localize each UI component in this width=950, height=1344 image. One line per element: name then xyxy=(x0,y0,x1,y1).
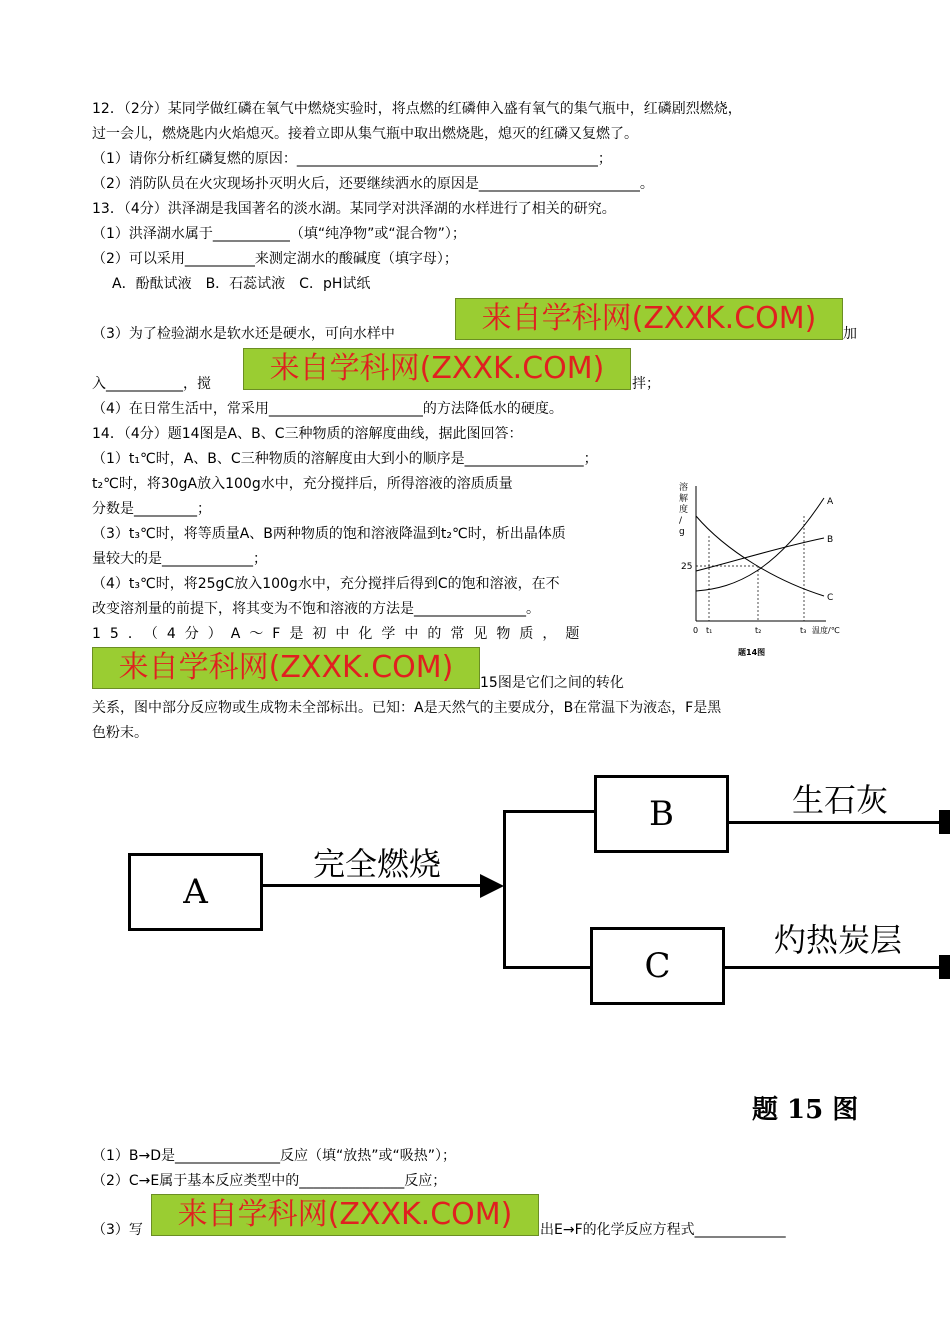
branch-vertical xyxy=(503,810,506,968)
q15-part3-start: （3）写 xyxy=(92,1222,143,1238)
q14-part2b: 分数是_________； xyxy=(92,501,211,517)
node-c-box xyxy=(590,927,725,1005)
q14-part3b: 量较大的是_____________； xyxy=(92,551,267,567)
arrow-c-head xyxy=(939,955,950,979)
q14-part2a: t₂℃时，将30gA放入100g水中，充分搅拌后，所得溶液的溶质质量 xyxy=(92,476,513,492)
curve-c xyxy=(696,516,824,596)
curve-b xyxy=(696,538,824,571)
node-a-box xyxy=(128,853,263,931)
watermark-banner: 来自学科网(ZXXK.COM) xyxy=(243,348,631,390)
q14-part1: （1）t₁℃时，A、B、C三种物质的溶解度由大到小的顺序是_________________； xyxy=(92,451,598,467)
arrow-c-shaft xyxy=(725,966,939,969)
q12-part2: （2）消防队员在火灾现场扑灭明火后，还要继续洒水的原因是_______________________。 xyxy=(92,176,654,192)
q15-stem3: 色粉末。 xyxy=(92,725,148,741)
x-tick-label: t₁ xyxy=(706,626,713,635)
q14-part3a: （3）t₃℃时，将等质量A、B两种物质的饱和溶液降温到t₂℃时，析出晶体质 xyxy=(92,526,566,542)
q13-part2: （2）可以采用__________来测定湖水的酸碱度（填字母）； xyxy=(92,251,458,267)
q13-part3b-end: 拌； xyxy=(632,376,660,392)
node-b-label: B xyxy=(649,794,674,834)
chart-ylabel-char: 度 xyxy=(679,505,689,515)
x-tick-label: t₂ xyxy=(755,626,762,635)
chart-ylabel-char: 解 xyxy=(679,494,689,504)
arrow-main-head xyxy=(480,874,504,898)
q15-part3-end: 出E→F的化学反应方程式_____________ xyxy=(540,1222,786,1238)
q14-stem: 14．（4分）题14图是A、B、C三种物质的溶解度曲线，据此图回答： xyxy=(92,426,523,442)
watermark-banner: 来自学科网(ZXXK.COM) xyxy=(455,298,843,340)
y-tick-label: 25 xyxy=(681,562,693,572)
solubility-chart xyxy=(676,476,856,662)
q13-options: A．酚酞试液 B．石蕊试液 C．pH试纸 xyxy=(112,276,371,292)
edge-main-label: 完全燃烧 xyxy=(313,845,442,883)
q14-part4b: 改变溶剂量的前提下，将其变为不饱和溶液的方法是________________。 xyxy=(92,601,540,617)
series-label-c: C xyxy=(827,593,834,603)
chart-ylabel-char: 溶 xyxy=(679,483,689,493)
q13-part1: （1）洪泽湖水属于___________（填“纯净物”或“混合物”）； xyxy=(92,226,466,242)
node-b-box xyxy=(594,775,729,853)
arrow-b-head xyxy=(939,810,950,834)
chart-ylabel xyxy=(679,481,688,537)
q15-stem2: 关系，图中部分反应物或生成物未全部标出。已知：A是天然气的主要成分，B在常温下为液态，F是黑 xyxy=(92,700,722,716)
edge-c-label: 灼热炭层 xyxy=(774,921,903,959)
curve-a xyxy=(696,498,824,591)
watermark-banner: 来自学科网(ZXXK.COM) xyxy=(92,647,480,689)
chart-xlabel: 温度/℃ xyxy=(812,626,840,635)
chart-caption: 题14图 xyxy=(738,648,766,657)
chart-ylabel-char: g xyxy=(679,527,685,537)
q13-part3b-start: 入___________，搅 xyxy=(92,376,211,392)
chart-ylabel-char: / xyxy=(679,516,683,526)
x-tick-label: t₃ xyxy=(800,626,807,635)
branch-to-c xyxy=(503,966,591,969)
node-a-label: A xyxy=(183,872,208,912)
edge-b-label: 生石灰 xyxy=(792,781,889,819)
diagram-caption: 题 15 图 xyxy=(752,1095,859,1125)
q12-stem: 12．（2分）某同学做红磷在氧气中燃烧实验时，将点燃的红磷伸入盛有氧气的集气瓶中，红磷剧烈燃烧， xyxy=(92,101,742,117)
q14-part4a: （4）t₃℃时，将25gC放入100g水中，充分搅拌后得到C的饱和溶液，在不 xyxy=(92,576,560,592)
q12-part1: （1）请你分析红磷复燃的原因：___________________________________________； xyxy=(92,151,612,167)
q13-part3-start: （3）为了检验湖水是软水还是硬水，可向水样中 xyxy=(92,326,395,342)
q15-stem xyxy=(92,625,662,643)
q13-stem: 13．（4分）洪泽湖是我国著名的淡水湖。某同学对洪泽湖的水样进行了相关的研究。 xyxy=(92,201,616,217)
q13-part3-end: 加 xyxy=(843,326,857,342)
watermark-banner: 来自学科网(ZXXK.COM) xyxy=(151,1194,539,1236)
q15-part2: （2）C→E属于基本反应类型中的_______________反应； xyxy=(92,1173,447,1189)
q15-stem-text: 15．（4分）A～F是初中化学中的常见物质，题 xyxy=(92,626,589,642)
series-label-b: B xyxy=(827,535,834,545)
node-c-label: C xyxy=(644,946,671,986)
q15-stem-cont: 15图是它们之间的转化 xyxy=(480,675,624,691)
q15-part1: （1）B→D是_______________反应（填“放热”或“吸热”）； xyxy=(92,1148,457,1164)
q13-part4: （4）在日常生活中，常采用______________________的方法降低水的硬度。 xyxy=(92,401,563,417)
branch-to-b xyxy=(503,810,595,813)
x-tick-label: 0 xyxy=(693,626,699,635)
q12-stem-cont: 过一会儿，燃烧匙内火焰熄灭。接着立即从集气瓶中取出燃烧匙，熄灭的红磷又复燃了。 xyxy=(92,126,638,142)
arrow-b-shaft xyxy=(729,821,939,824)
series-label-a: A xyxy=(827,497,834,507)
